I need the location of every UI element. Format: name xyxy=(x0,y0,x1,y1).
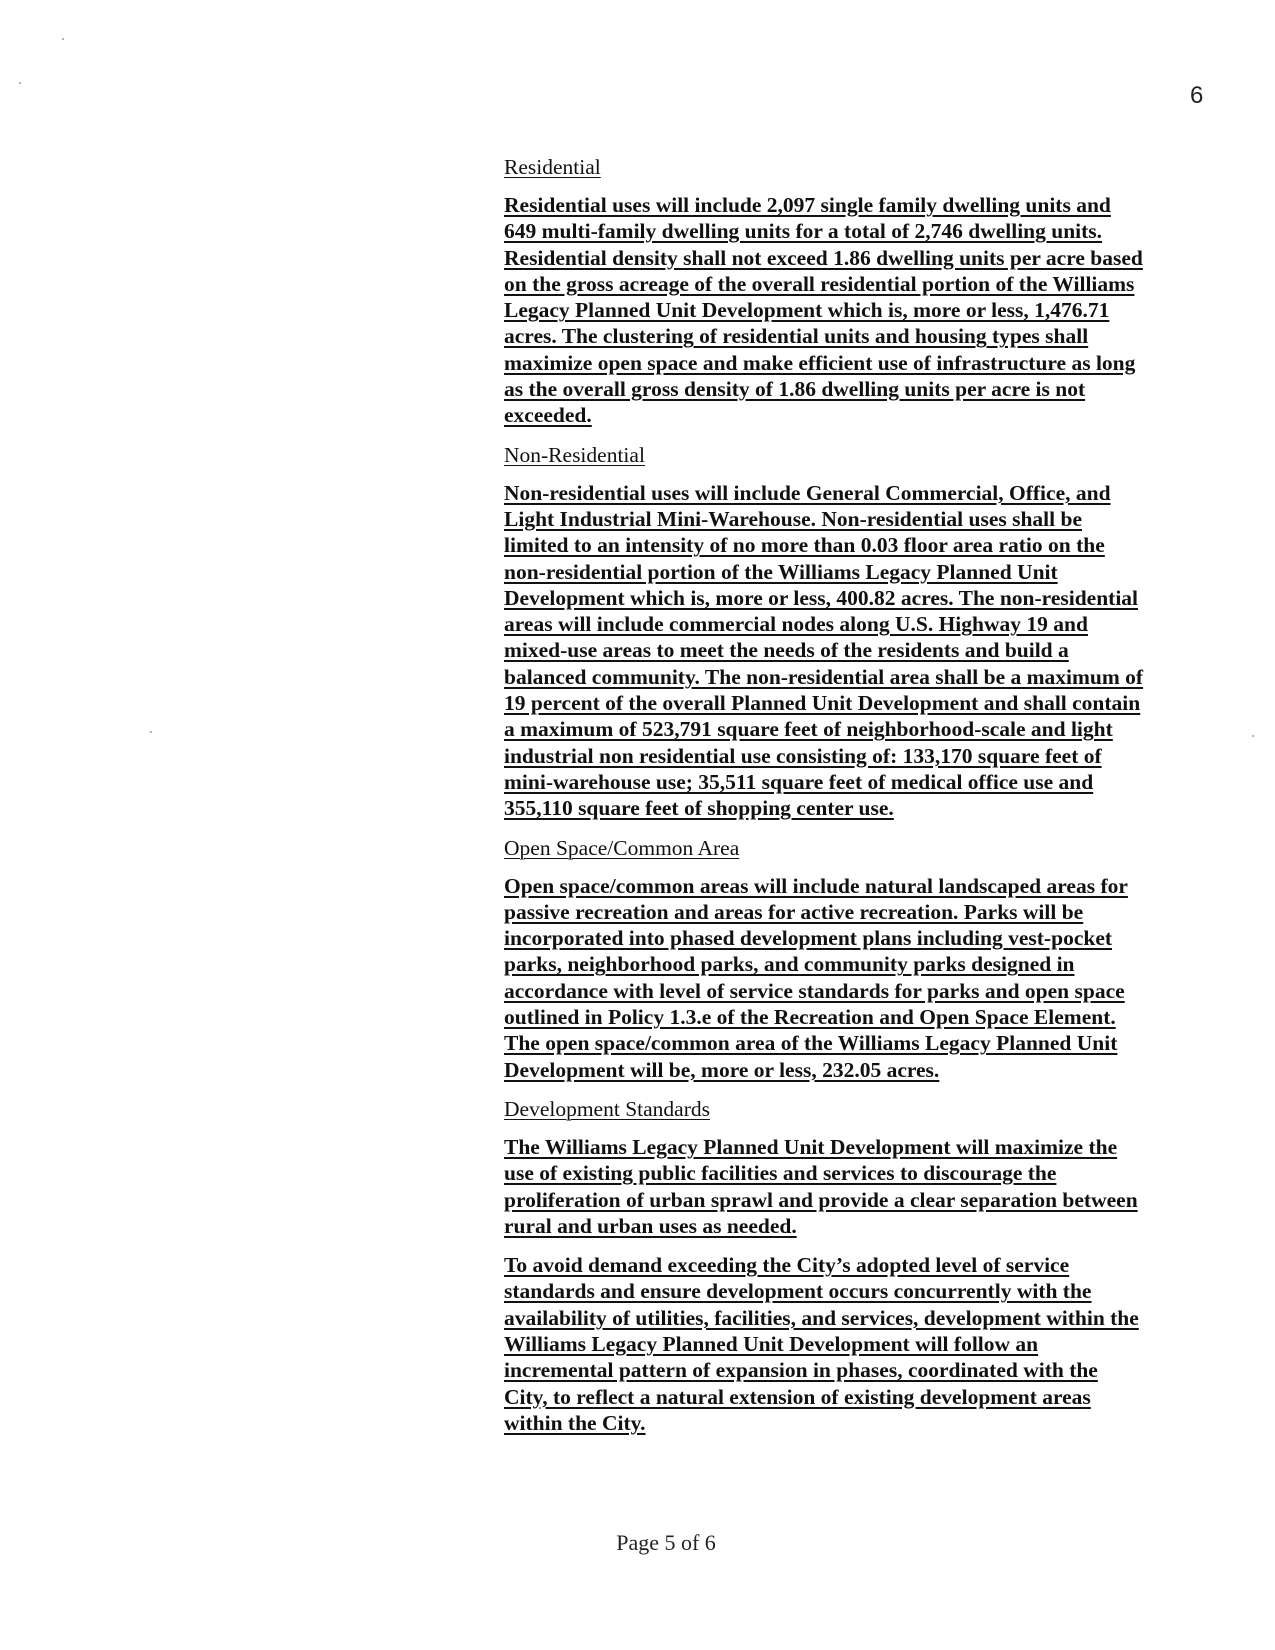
section-heading: Non-Residential xyxy=(504,442,645,467)
document-body xyxy=(504,154,1144,1449)
section-heading: Open Space/Common Area xyxy=(504,835,740,860)
scan-speck xyxy=(150,731,152,733)
section-paragraph: The Williams Legacy Planned Unit Development will maximize the use of existing public facilities and services to discourage the proliferation of urban sprawl and provide a clear separation between rural and urban uses as needed. xyxy=(504,1134,1138,1238)
page-footer: Page 5 of 6 xyxy=(616,1530,716,1555)
section-non-residential xyxy=(504,442,1144,822)
scan-speck xyxy=(19,82,21,84)
section-paragraph: Residential uses will include 2,097 single family dwelling units and 649 multi-family dwelling units for a total of 2,746 dwelling units. Residential density shall not exceed 1.86 dwelling units per acre based on the gross acreage of the overall residential portion of the Williams Legacy Planned Unit Development which is, more or less, 1,476.71 acres. The clustering of residential units and housing types shall maximize open space and make efficient use of infrastructure as long as the overall gross density of 1.86 dwelling units per acre is not exceeded. xyxy=(504,193,1143,428)
section-open-space xyxy=(504,835,1144,1083)
section-paragraph: To avoid demand exceeding the City’s adopted level of service standards and ensure development occurs concurrently with the availability of utilities, facilities, and services, development within the Williams Legacy Planned Unit Development will follow an incremental pattern of expansion in phases, coordinated with the City, to reflect a natural extension of existing development areas within the City. xyxy=(504,1253,1139,1435)
section-paragraph: Non-residential uses will include General Commercial, Office, and Light Industrial Mini-Warehouse. Non-residential uses shall be limited to an intensity of no more than 0.03 floor area ratio on the non-residential portion of the Williams Legacy Planned Unit Development which is, more or less, 400.82 acres. The non-residential areas will include commercial nodes along U.S. Highway 19 and mixed-use areas to meet the needs of the residents and build a balanced community. The non-residential area shall be a maximum of 19 percent of the overall Planned Unit Development and shall contain a maximum of 523,791 square feet of neighborhood-scale and light industrial non residential use consisting of: 133,170 square feet of mini-warehouse use; 35,511 square feet of medical office use and 355,110 square feet of shopping center use. xyxy=(504,480,1144,821)
page-number: 6 xyxy=(1190,82,1204,109)
section-residential xyxy=(504,154,1144,429)
section-heading: Residential xyxy=(504,155,601,179)
section-development-standards xyxy=(504,1096,1144,1436)
section-heading: Development Standards xyxy=(504,1096,710,1121)
scan-speck xyxy=(1252,735,1254,737)
scan-speck xyxy=(62,38,64,40)
section-paragraph: Open space/common areas will include natural landscaped areas for passive recreation and areas for active recreation. Parks will be incorporated into phased development plans including vest-pocket parks, neighborhood parks, and community parks designed in accordance with level of service standards for parks and open space outlined in Policy 1.3.e of the Recreation and Open Space Element. The open space/common area of the Williams Legacy Planned Unit Development will be, more or less, 232.05 acres. xyxy=(504,873,1128,1082)
